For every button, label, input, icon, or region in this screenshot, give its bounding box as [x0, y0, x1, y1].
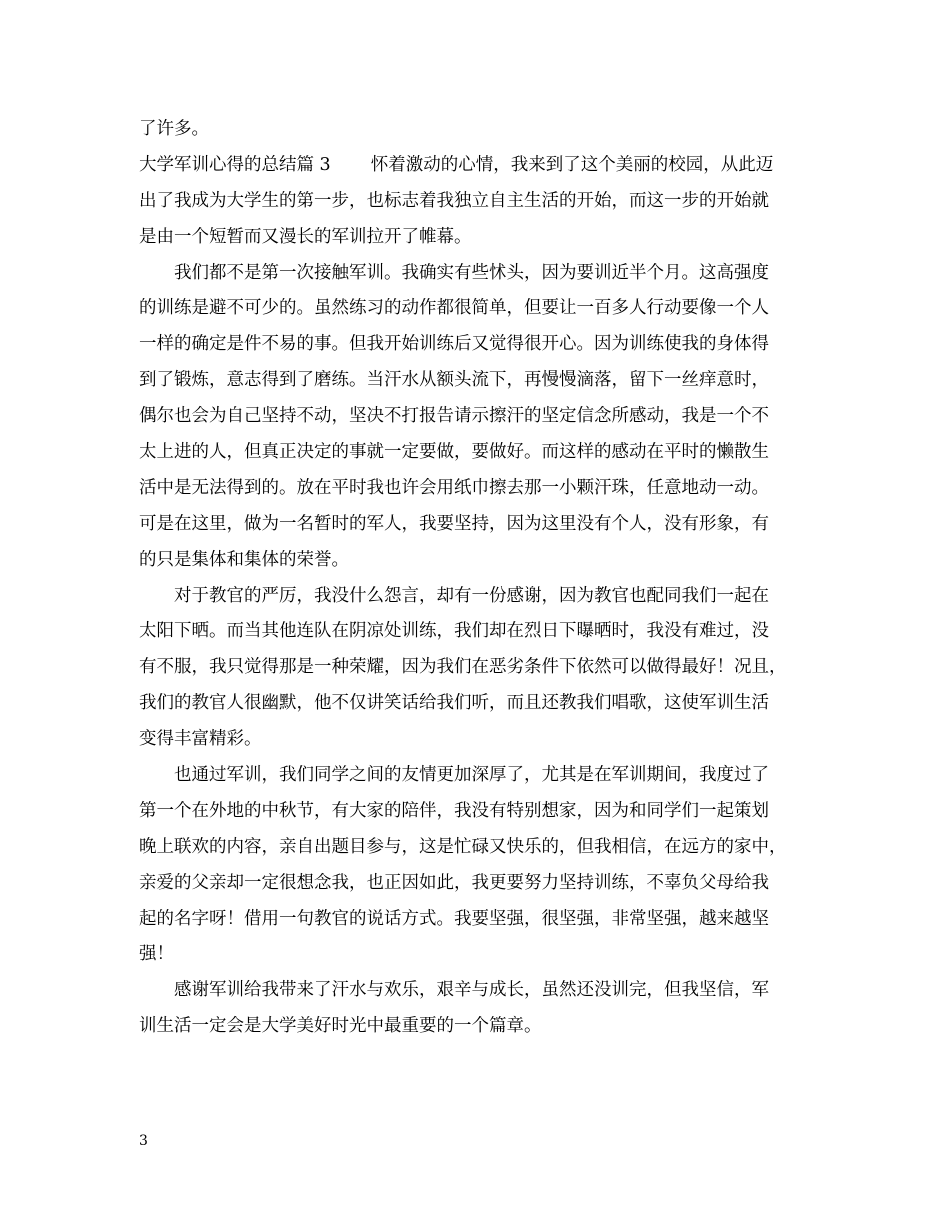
page-number: 3 [139, 1133, 148, 1149]
text-line: 的训练是避不可少的。虽然练习的动作都很简单，但要让一百多人行动要像一个人 [139, 298, 769, 319]
text-line: 亲爱的父亲却一定很想念我，也正因如此，我更要努力坚持训练，不辜负父母给我 [139, 872, 769, 893]
text-run: 怀着激动的心情，我来到了这个美丽的校园，从此迈 [370, 154, 774, 175]
paragraph-first-line: 感谢军训给我带来了汗水与欢乐，艰辛与成长，虽然还没训完，但我坚信，军 [174, 980, 769, 1001]
paragraph-first-line: 也通过军训，我们同学之间的友情更加深厚了，尤其是在军训期间，我度过了 [174, 765, 769, 786]
text-line: 到了锻炼，意志得到了磨练。当汗水从额头流下，再慢慢滴落，留下一丝痒意时， [139, 370, 769, 391]
text-line: 太阳下晒。而当其他连队在阴凉处训练，我们却在烈日下曝晒时，我没有难过，没 [139, 621, 769, 642]
text-line: 训生活一定会是大学美好时光中最重要的一个篇章。 [139, 1016, 542, 1037]
section-heading: 大学军训心得的总结篇 3 [139, 154, 331, 175]
paragraph-first-line: 我们都不是第一次接触军训。我确实有些怵头，因为要训近半个月。这高强度 [174, 262, 769, 283]
text-line: 强！ [139, 944, 174, 965]
text-line: 活中是无法得到的。放在平时我也许会用纸巾擦去那一小颗汗珠，任意地动一动。 [139, 477, 769, 498]
text-line: 可是在这里，做为一名暂时的军人，我要坚持，因为这里没有个人，没有形象，有 [139, 513, 769, 534]
text-line: 第一个在外地的中秋节，有大家的陪伴，我没有特别想家，因为和同学们一起策划 [139, 800, 769, 821]
text-line: 变得丰富精彩。 [139, 729, 262, 750]
text-line: 一样的确定是件不易的事。但我开始训练后又觉得很开心。因为训练使我的身体得 [139, 334, 769, 355]
text-line: 有不服，我只觉得那是一种荣耀，因为我们在恶劣条件下依然可以做得最好！况且， [139, 657, 787, 678]
text-line: 太上进的人，但真正决定的事就一定要做，要做好。而这样的感动在平时的懒散生 [139, 442, 769, 463]
text-line: 出了我成为大学生的第一步，也标志着我独立自主生活的开始，而这一步的开始就 [139, 190, 769, 211]
text-line: 起的名字呀！借用一句教官的说话方式。我要坚强，很坚强，非常坚强，越来越坚 [139, 908, 769, 929]
text-line: 偶尔也会为自己坚持不动，坚决不打报告请示擦汗的坚定信念所感动，我是一个不 [139, 406, 769, 427]
text-line: 晚上联欢的内容，亲自出题目参与，这是忙碌又快乐的，但我相信，在远方的家中， [139, 836, 787, 857]
text-line: 我们的教官人很幽默，他不仅讲笑话给我们听，而且还教我们唱歌，这使军训生活 [139, 693, 769, 714]
text-line: 的只是集体和集体的荣誉。 [139, 549, 349, 570]
text-line: 是由一个短暂而又漫长的军训拉开了帷幕。 [139, 226, 472, 247]
document-body [139, 112, 815, 1045]
text-line: 了许多。 [139, 119, 209, 139]
text-line-with-heading [139, 148, 815, 184]
paragraph-first-line: 对于教官的严厉，我没什么怨言，却有一份感谢，因为教官也配同我们一起在 [174, 585, 769, 606]
